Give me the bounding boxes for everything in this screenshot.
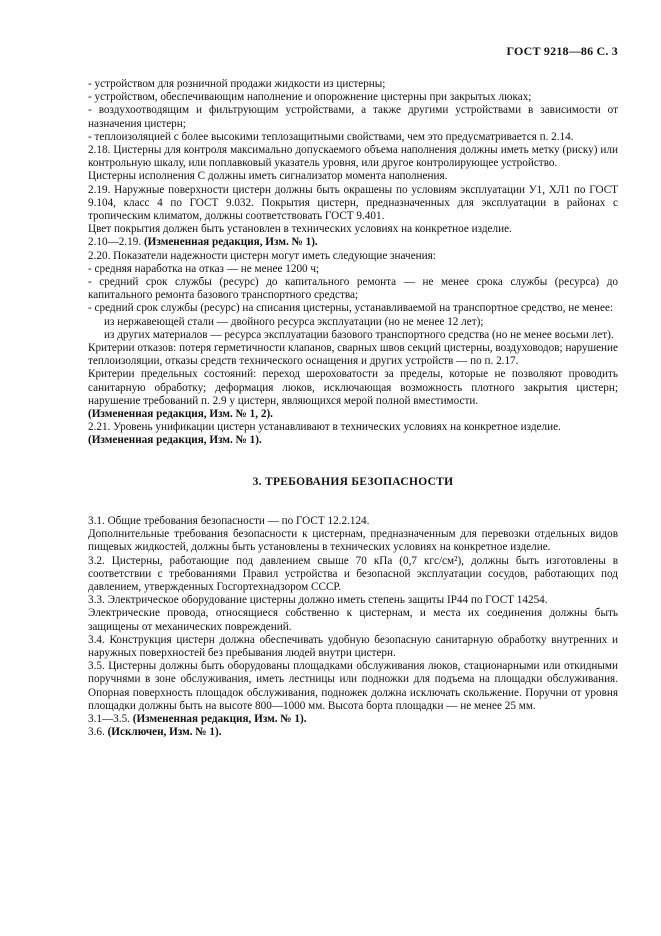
section-title: 3. ТРЕБОВАНИЯ БЕЗОПАСНОСТИ bbox=[252, 475, 454, 488]
paragraph-failure-criteria: Критерии отказов: потеря герметичности клапанов, сварных швов секций цистерны, воздуховодов; нарушение теплоизоляции, отказы средств технического оснащения и других устройств — по п. 2.17. bbox=[88, 342, 618, 368]
excluded-note: (Исключен, Изм. № 1). bbox=[107, 726, 222, 739]
paragraph-limit-state-criteria: Критерии предельных состояний: переход шероховатости за пределы, которые не позволяют проводить санитарную обработку; деформация люков, исключающая возможность плотного закрытия цистерн; нарушение требований п. 2.9 у цистерн, являющихся мерой полной вместимости. bbox=[88, 368, 618, 407]
paragraph-3-1: 3.1. Общие требования безопасности — по ГОСТ 12.2.124. bbox=[88, 514, 370, 527]
amendment-note-1-2: (Измененная редакция, Изм. № 1, 2). bbox=[88, 408, 273, 421]
paragraph-3-1-3-5-note bbox=[88, 713, 618, 726]
paragraph-filling-device: - устройством, обеспечивающим наполнение и опорожнение цистерны при закрытых люках; bbox=[88, 91, 532, 104]
paragraph-food-liquids: Дополнительные требования безопасности к цистернам, предназначенным для перевозки отдельных видов пищевых жидкостей, должны быть установлены в технических условиях на конкретное изделие. bbox=[88, 528, 618, 554]
paragraph-2-19: 2.19. Наружные поверхности цистерн должны быть окрашены по условиям эксплуатации У1, ХЛ1 по ГОСТ 9.104, класс 4 по ГОСТ 9.032. Покрытия цистерн, предназначенных для эксплуатации в районах с тропическим климатом, должны соответствовать ГОСТ 9.401. bbox=[88, 183, 618, 223]
clause-number: 3.1—3.5. bbox=[88, 712, 133, 725]
paragraph-service-life-overhaul: - средний срок службы (ресурс) до капитального ремонта — не менее срока службы (ресурса) до капитального ремонта базового транспортного средства; bbox=[88, 276, 618, 302]
amendment-note: (Измененная редакция, Изм. № 1). bbox=[132, 712, 307, 725]
paragraph-stainless-steel: из нержавеющей стали — двойного ресурса эксплуатации (но не менее 12 лет); bbox=[104, 315, 484, 328]
paragraph-thermal-insulation: - теплоизоляцией с более высокими теплозащитными свойствами, чем это предусматривается п. 2.14. bbox=[88, 130, 574, 143]
document-body bbox=[88, 78, 618, 739]
paragraph-3-6 bbox=[88, 726, 618, 739]
amendment-note-2-21: (Измененная редакция, Изм. № 1). bbox=[88, 434, 262, 447]
paragraph-3-2: 3.2. Цистерны, работающие под давлением свыше 70 кПа (0,7 кгс/см²), должны быть изготовлены в соответствии с требованиями Правил устройства и безопасной эксплуатации сосудов, работающих под давлением, утвержденных Госгортехнадзором СССР. bbox=[88, 554, 618, 593]
paragraph-3-5: 3.5. Цистерны должны быть оборудованы площадками обслуживания люков, стационарными или откидными поручнями в зоне обслуживания, иметь лестницы или подножки для подъема на площадки обслуживания. Опорная поверхность площадок обслуживания, подножек должна исключать скольжение. Поручни от уровня площадки должны быть на высоте 800—1000 мм. Высота борта площадки — не менее 25 мм. bbox=[88, 660, 618, 712]
paragraph-signal-device: Цистерны исполнения С должны иметь сигнализатор момента наполнения. bbox=[88, 170, 448, 183]
paragraph-coating-color: Цвет покрытия должен быть установлен в технических условиях на конкретное изделие. bbox=[88, 223, 512, 236]
paragraph-3-3: 3.3. Электрическое оборудование цистерны должно иметь степень защиты IP44 по ГОСТ 14254. bbox=[88, 594, 548, 607]
paragraph-2-18: 2.18. Цистерны для контроля максимально допускаемого объема наполнения должны иметь метку (риску) или контрольную шкалу, или поплавковый указатель уровня, или другое контролирующее устройство. bbox=[88, 144, 618, 170]
paragraph-electrical-wires: Электрические провода, относящиеся собственно к цистернам, и места их соединения должны быть защищены от механических повреждений. bbox=[88, 607, 618, 633]
paragraph-2-10-2-19-note bbox=[88, 236, 618, 249]
paragraph-dispensing-device: - устройством для розничной продажи жидкости из цистерны; bbox=[88, 78, 386, 90]
page-header: ГОСТ 9218—86 С. 3 bbox=[506, 44, 618, 58]
clause-number: 3.6. bbox=[88, 726, 108, 739]
paragraph-2-21: 2.21. Уровень унификации цистерн устанавливают в технических условиях на конкретное изделие. bbox=[88, 421, 561, 434]
paragraph-3-4: 3.4. Конструкция цистерн должна обеспечивать удобную безопасную санитарную обработку внутренних и наружных поверхностей без пребывания людей внутри цистерн. bbox=[88, 633, 618, 659]
clause-number: 2.10—2.19. bbox=[88, 236, 144, 249]
paragraph-other-materials: из других материалов — ресурса эксплуатации базового транспортного средства (но не менее восьми лет). bbox=[104, 328, 614, 341]
paragraph-mtbf: - средняя наработка на отказ — не менее 1200 ч; bbox=[88, 262, 320, 275]
amendment-note: (Измененная редакция, Изм. № 1). bbox=[143, 236, 318, 249]
paragraph-air-filter-devices: - воздухоотводящим и фильтрующим устройствами, а также другими устройствами в зависимости от назначения цистерн; bbox=[88, 104, 618, 130]
paragraph-2-20: 2.20. Показатели надежности цистерн могут иметь следующие значения: bbox=[88, 249, 436, 262]
paragraph-service-life-writeoff: - средний срок службы (ресурс) на списания цистерны, устанавливаемой на транспортное средство, не менее: bbox=[88, 302, 614, 315]
